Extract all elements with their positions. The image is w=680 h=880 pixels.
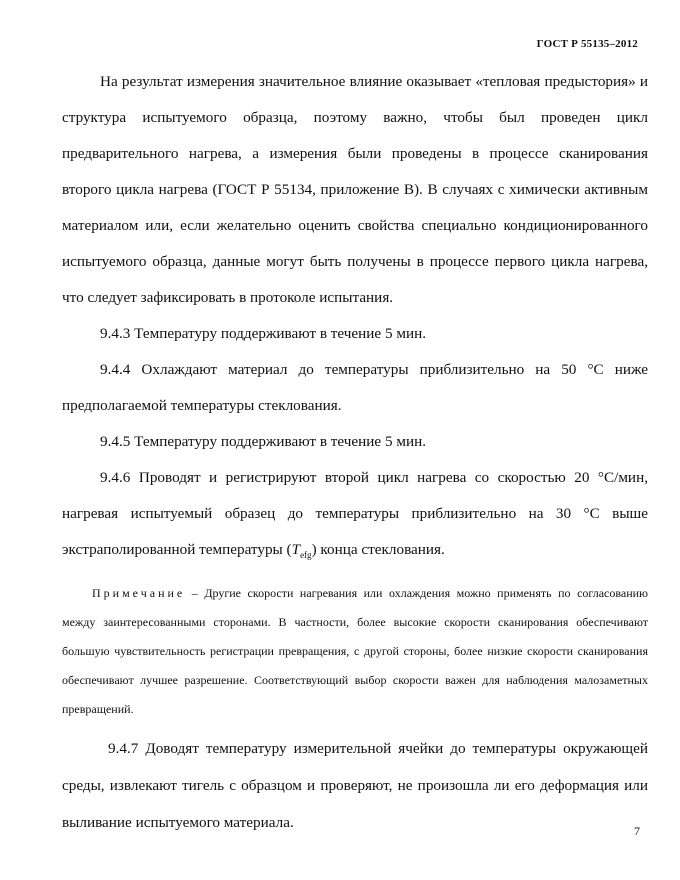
note-label: Примечание	[92, 586, 186, 601]
clause-9-4-7: 9.4.7 Доводят температуру измерительной ячейки до температуры окружающей среды, извлекают тигель с образцом и проверяют, не произошла ли его деформация или выливание испытуемого материала.	[62, 740, 648, 832]
clause-9-4-6	[62, 460, 648, 573]
page-number: 7	[634, 824, 640, 838]
clause-9-4-6-text-a: 9.4.6 Проводят и регистрируют второй цикл нагрева со скоростью 20 °С/мин, нагревая испытуемый образец до температуры приблизительно на 30 °С выше экстраполированной температуры (	[62, 469, 648, 558]
clause-9-4-5: 9.4.5 Температуру поддерживают в течение 5 мин.	[100, 433, 427, 450]
note-paragraph	[62, 579, 648, 724]
standard-header: ГОСТ Р 55135–2012	[536, 38, 638, 50]
clause-9-4-3: 9.4.3 Температуру поддерживают в течение 5 мин.	[100, 325, 427, 342]
temperature-subscript: efg	[300, 550, 312, 561]
temperature-symbol: T	[291, 541, 301, 558]
intro-paragraph: На результат измерения значительное влияние оказывает «тепловая предыстория» и структура испытуемого образца, поэтому важно, чтобы был проведен цикл предварительного нагрева, а измерения были проведены в процессе сканирования второго цикла нагрева (ГОСТ Р 55134, приложение В). В случаях с химически активным материалом или, если желательно оценить свойства специально кондиционированного испытуемого образца, данные могут быть получены в процессе первого цикла нагрева, что следует зафиксировать в протоколе испытания.	[62, 73, 648, 306]
note-text: – Другие скорости нагревания или охлаждения можно применять по согласованию между заинтересованными сторонами. В частности, более высокие скорости сканирования обеспечивают большую чувствительность регистрации превращения, с другой стороны, более низкие скорости сканирования обеспечивают лучшее разрешение. Соответствующий выбор скорости важен для наблюдения малозаметных превращений.	[62, 586, 648, 717]
document-body	[62, 64, 648, 841]
clause-9-4-6-text-b: ) конца стеклования.	[311, 541, 445, 558]
clause-9-4-4: 9.4.4 Охлаждают материал до температуры приблизительно на 50 °С ниже предполагаемой температуры стеклования.	[62, 361, 648, 414]
